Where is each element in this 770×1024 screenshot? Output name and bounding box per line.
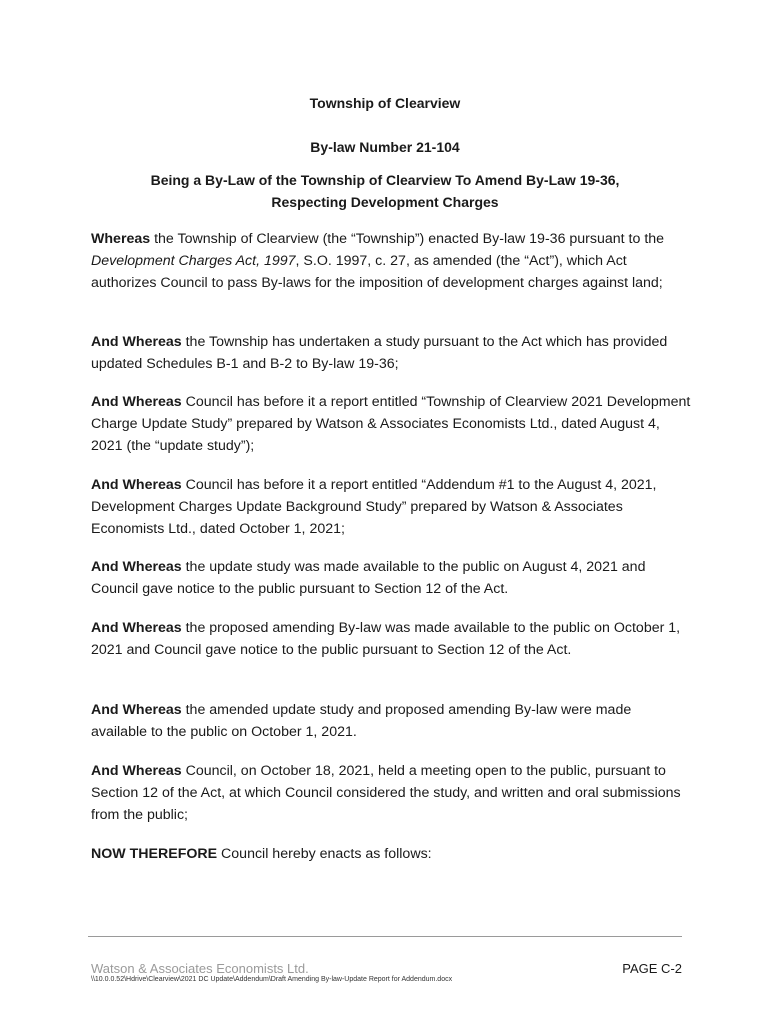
recital-paragraph [91, 228, 691, 294]
recital-lead: And Whereas [91, 702, 182, 718]
recital-text: Council has before it a report entitled “Township of Clearview 2021 Development Charge Update Study” prepared by Watson & Associates Economists Ltd., dated August 4, 2021 (the “update study”); [91, 394, 691, 454]
bylaw-subtitle-line2: Respecting Development Charges [271, 194, 499, 210]
recital-paragraph [91, 391, 691, 457]
bylaw-subtitle-line1: Being a By-Law of the Township of Clearview To Amend By-Law 19-36, [150, 172, 620, 188]
document-title: Township of Clearview [309, 95, 461, 111]
enacting-clause [91, 843, 691, 865]
recital-lead: Whereas [91, 231, 151, 247]
recital-text: the Township has undertaken a study pursuant to the Act which has provided updated Schedules B-1 and B-2 to By-law 19-36; [91, 334, 668, 372]
recital-paragraph [91, 474, 691, 540]
footer-divider [88, 936, 682, 937]
footer-file-path: \\10.0.0.52\Hdrive\Clearview\2021 DC Update\Addendum\Draft Amending By-law-Update Report for Addendum.docx [91, 976, 453, 983]
recital-text: the Township of Clearview (the “Township”) enacted By-law 19-36 pursuant to the [150, 231, 665, 247]
recital-text: the update study was made available to the public on August 4, 2021 and Council gave notice to the public pursuant to Section 12 of the Act. [91, 559, 646, 597]
recital-lead: And Whereas [91, 620, 182, 636]
recital-text: Council has before it a report entitled “Addendum #1 to the August 4, 2021, Development Charges Update Background Study” prepared by Watson & Associates Economists Ltd., dated October 1, 2021; [91, 477, 657, 537]
enacting-text: Council hereby enacts as follows: [217, 846, 432, 862]
recital-lead: And Whereas [91, 334, 182, 350]
recital-lead: And Whereas [91, 477, 182, 493]
recital-paragraph [91, 331, 691, 375]
enacting-lead: NOW THEREFORE [91, 846, 218, 862]
recital-text-cont: , S.O. 1997, c. 27, as amended (the “Act”), which Act authorizes Council to pass By-laws for the imposition of development charges against land; [91, 253, 663, 291]
recital-lead: And Whereas [91, 394, 182, 410]
recital-lead: And Whereas [91, 763, 182, 779]
recital-italic-act: Development Charges Act, 1997 [91, 253, 296, 269]
recital-paragraph [91, 760, 691, 826]
bylaw-number: By-law Number 21-104 [310, 139, 460, 155]
recital-paragraph [91, 699, 691, 743]
recital-paragraph [91, 617, 691, 661]
recital-text: the amended update study and proposed amending By-law were made available to the public on October 1, 2021. [91, 702, 632, 740]
footer-page-number: PAGE C-2 [622, 961, 682, 976]
recital-paragraph [91, 556, 691, 600]
recital-text: Council, on October 18, 2021, held a meeting open to the public, pursuant to Section 12 of the Act, at which Council considered the study, and written and oral submissions from the public; [91, 763, 681, 823]
recital-text: the proposed amending By-law was made available to the public on October 1, 2021 and Council gave notice to the public pursuant to Section 12 of the Act. [91, 620, 681, 658]
recital-lead: And Whereas [91, 559, 182, 575]
footer-firm-name: Watson & Associates Economists Ltd. [91, 961, 309, 976]
